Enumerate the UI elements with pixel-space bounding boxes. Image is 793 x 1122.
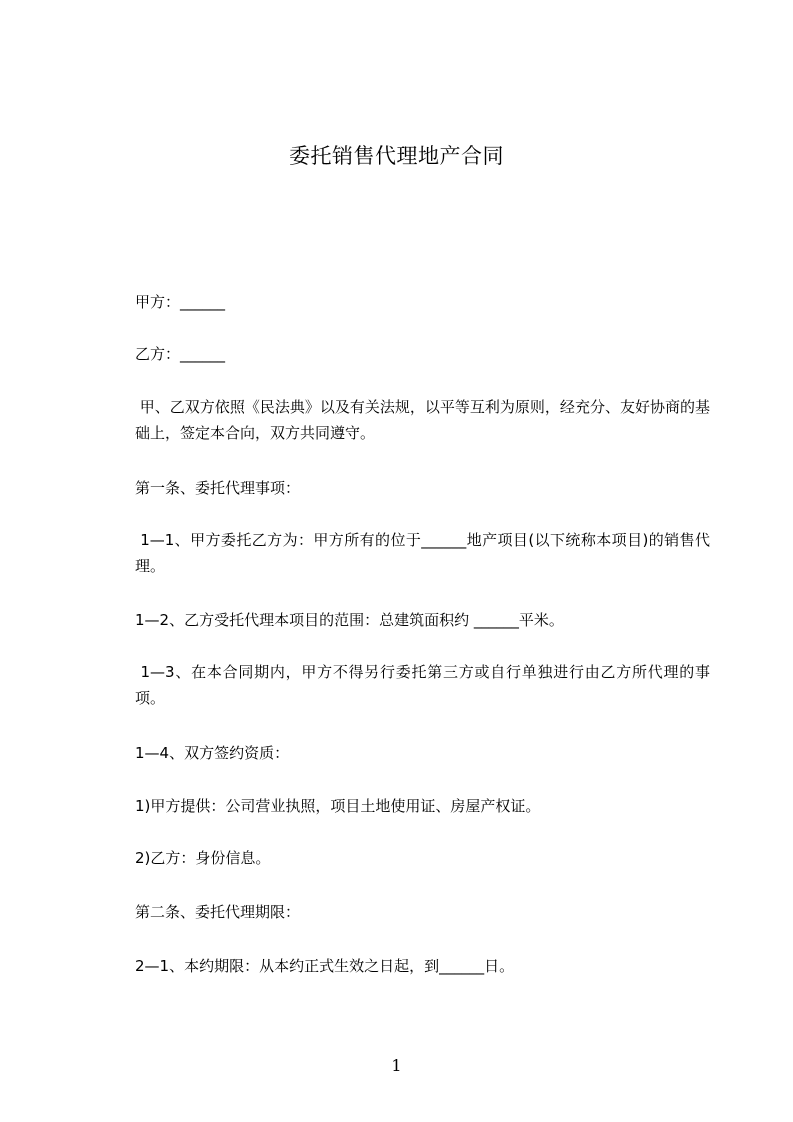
page-number: 1 [391, 1056, 402, 1075]
preamble-paragraph: 甲、乙双方依照《民法典》以及有关法规，以平等互利为原则，经充分、友好协商的基础上，签定本合向，双方共同遵守。 [135, 398, 710, 442]
clause-2-1: 2—1、本约期限：从本约正式生效之日起，到______日。 [135, 957, 515, 975]
party-b-line: 乙方：______ [135, 345, 226, 363]
clause-1-4-item-2: 2)乙方：身份信息。 [135, 849, 271, 867]
clause-1-3: 1—3、在本合同期内，甲方不得另行委托第三方或自行单独进行由乙方所代理的事项。 [135, 663, 710, 707]
party-a-line: 甲方：______ [135, 293, 226, 311]
clause-1-4: 1—4、双方签约资质： [135, 744, 290, 762]
clause-1-1: 1—1、甲方委托乙方为：甲方所有的位于______地产项目(以下统称本项目)的销售代理。 [135, 531, 710, 575]
article-1-heading: 第一条、委托代理事项： [135, 479, 301, 497]
clause-1-4-item-1: 1)甲方提供：公司营业执照，项目土地使用证、房屋产权证。 [135, 797, 541, 815]
document-title: 委托销售代理地产合同 [289, 144, 504, 168]
article-2-heading: 第二条、委托代理期限： [135, 903, 301, 921]
clause-1-2: 1—2、乙方受托代理本项目的范围：总建筑面积约 ______平米。 [135, 611, 564, 629]
